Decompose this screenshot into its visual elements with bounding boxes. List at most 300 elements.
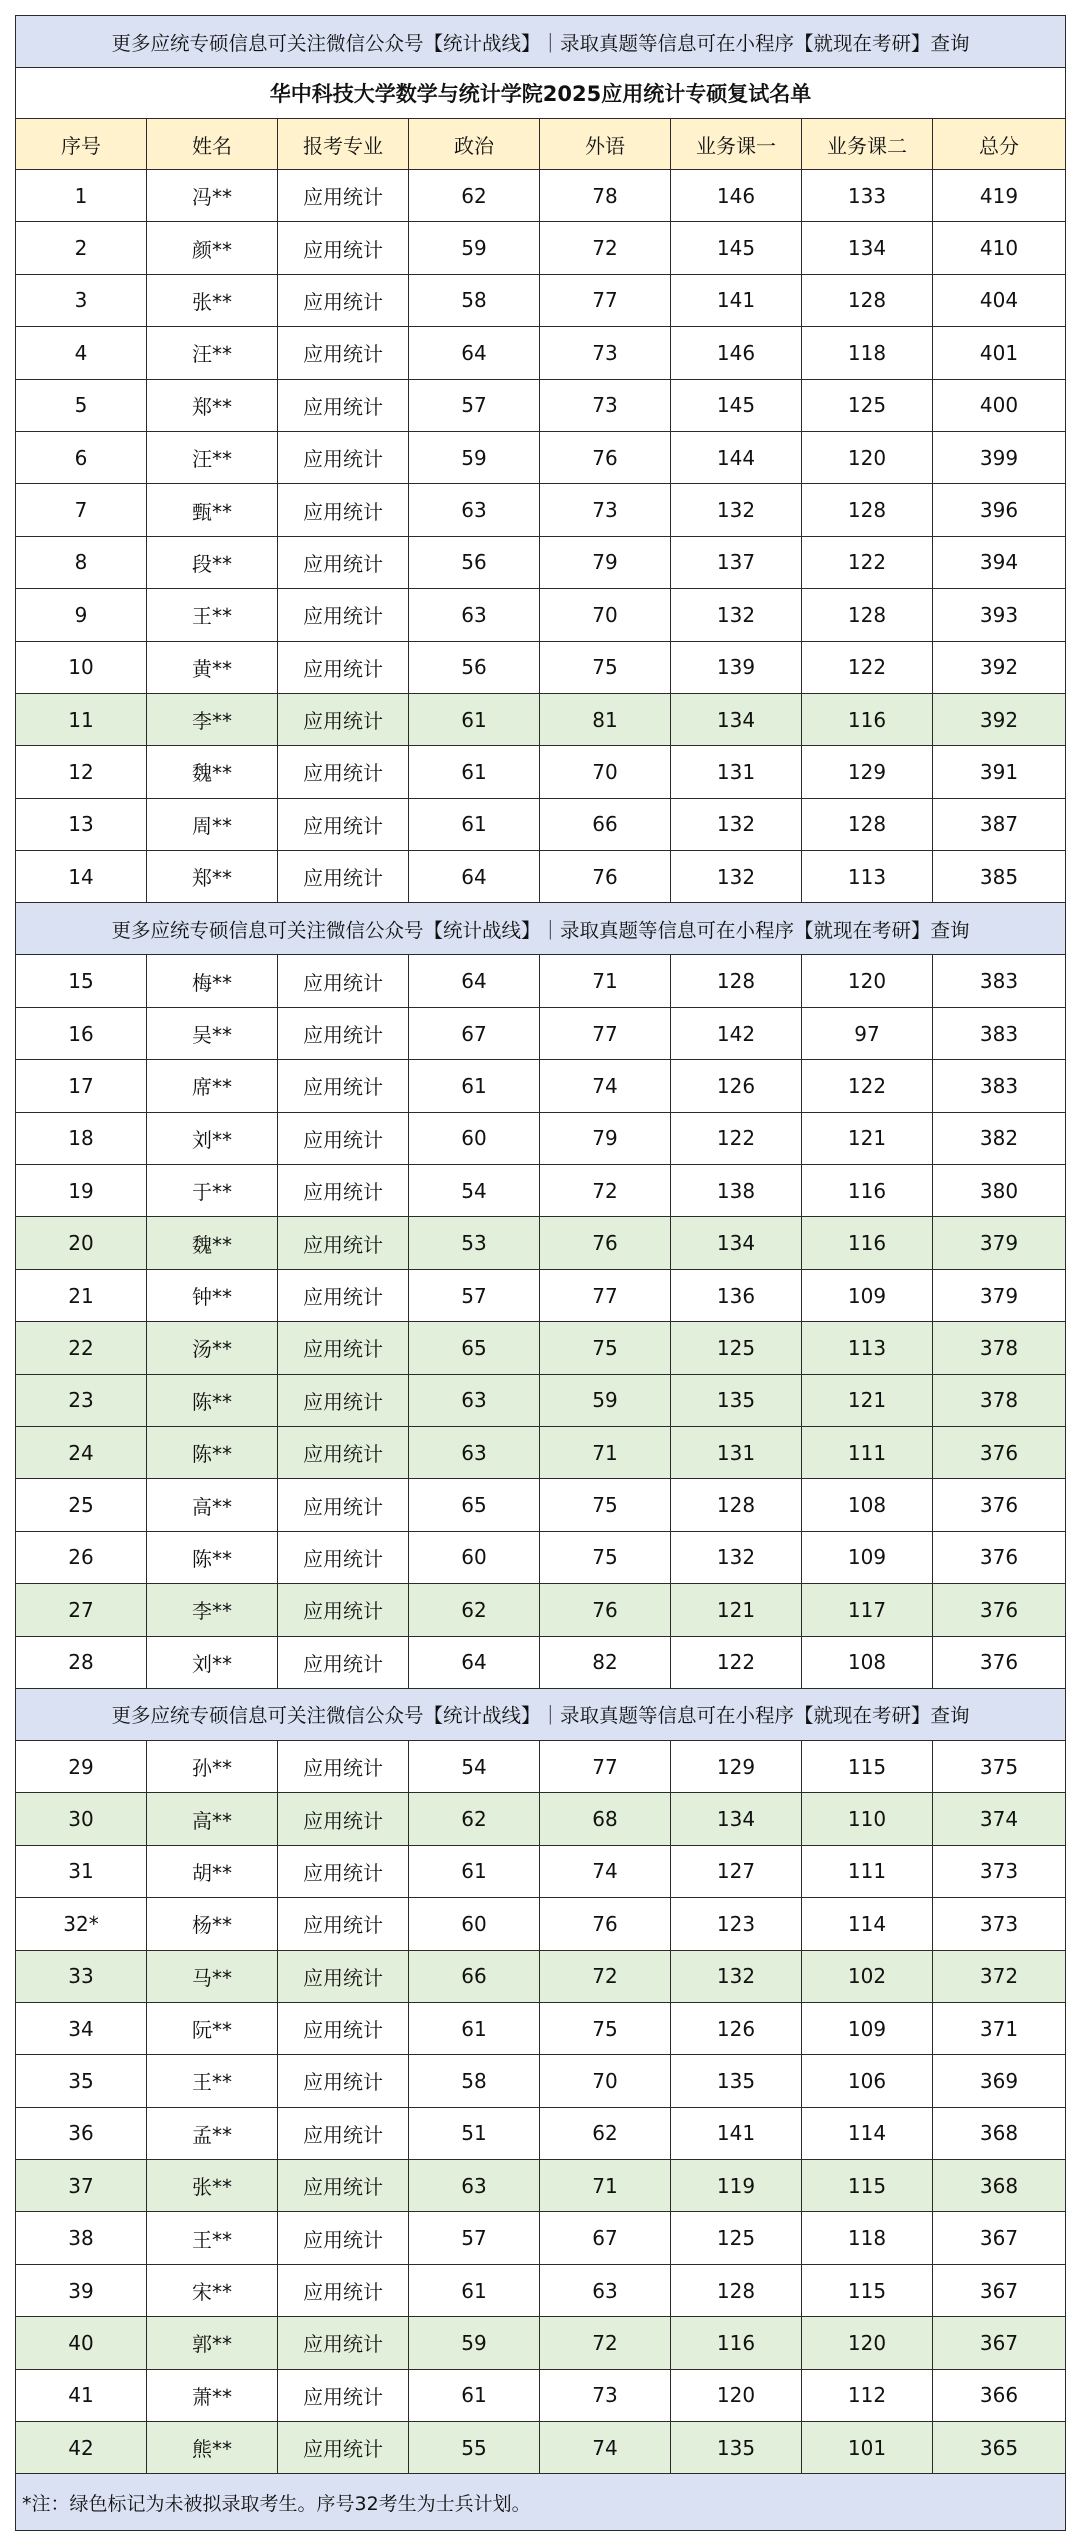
table-row [16, 693, 1066, 745]
table-row [16, 1426, 1066, 1478]
cell-course-2: 115 [802, 2264, 933, 2316]
table-row [16, 2369, 1066, 2421]
table-row [16, 798, 1066, 850]
cell-foreign-language: 76 [540, 431, 671, 483]
cell-course-1: 134 [671, 693, 802, 745]
table-row [16, 1165, 1066, 1217]
cell-foreign-language: 73 [540, 327, 671, 379]
cell-politics: 54 [409, 1165, 540, 1217]
cell-major: 应用统计 [278, 2212, 409, 2264]
cell-name: 魏** [147, 746, 278, 798]
cell-foreign-language: 77 [540, 1740, 671, 1792]
cell-major: 应用统计 [278, 2055, 409, 2107]
cell-foreign-language: 75 [540, 1531, 671, 1583]
cell-politics: 53 [409, 1217, 540, 1269]
cell-total: 376 [933, 1584, 1066, 1636]
cell-total: 385 [933, 851, 1066, 903]
table-row [16, 746, 1066, 798]
cell-name: 杨** [147, 1898, 278, 1950]
cell-course-1: 132 [671, 798, 802, 850]
cell-politics: 57 [409, 379, 540, 431]
cell-no: 16 [16, 1007, 147, 1059]
table-row [16, 2317, 1066, 2369]
table-row [16, 589, 1066, 641]
cell-politics: 59 [409, 431, 540, 483]
cell-major: 应用统计 [278, 1322, 409, 1374]
cell-total: 382 [933, 1112, 1066, 1164]
table-row [16, 955, 1066, 1007]
cell-total: 378 [933, 1322, 1066, 1374]
cell-total: 368 [933, 2160, 1066, 2212]
title-row [16, 68, 1066, 119]
cell-politics: 61 [409, 2369, 540, 2421]
cell-major: 应用统计 [278, 431, 409, 483]
cell-name: 萧** [147, 2369, 278, 2421]
cell-no: 3 [16, 274, 147, 326]
cell-politics: 64 [409, 1636, 540, 1688]
header-row [16, 119, 1066, 170]
cell-total: 399 [933, 431, 1066, 483]
cell-course-1: 144 [671, 431, 802, 483]
header-name: 姓名 [147, 119, 278, 170]
cell-no: 18 [16, 1112, 147, 1164]
cell-no: 21 [16, 1269, 147, 1321]
cell-total: 366 [933, 2369, 1066, 2421]
cell-course-2: 118 [802, 327, 933, 379]
cell-foreign-language: 72 [540, 222, 671, 274]
cell-foreign-language: 79 [540, 1112, 671, 1164]
cell-course-1: 141 [671, 274, 802, 326]
cell-course-1: 126 [671, 2002, 802, 2054]
cell-course-2: 102 [802, 1950, 933, 2002]
cell-name: 宋** [147, 2264, 278, 2316]
cell-no: 19 [16, 1165, 147, 1217]
cell-politics: 61 [409, 2264, 540, 2316]
cell-course-1: 136 [671, 1269, 802, 1321]
cell-course-2: 109 [802, 1531, 933, 1583]
cell-politics: 62 [409, 1584, 540, 1636]
cell-no: 26 [16, 1531, 147, 1583]
cell-no: 30 [16, 1793, 147, 1845]
cell-major: 应用统计 [278, 222, 409, 274]
cell-course-1: 146 [671, 327, 802, 379]
cell-foreign-language: 70 [540, 2055, 671, 2107]
cell-total: 392 [933, 641, 1066, 693]
cell-politics: 59 [409, 222, 540, 274]
cell-major: 应用统计 [278, 1845, 409, 1897]
cell-total: 367 [933, 2212, 1066, 2264]
cell-no: 8 [16, 536, 147, 588]
cell-total: 375 [933, 1740, 1066, 1792]
cell-major: 应用统计 [278, 1531, 409, 1583]
cell-total: 401 [933, 327, 1066, 379]
cell-major: 应用统计 [278, 1374, 409, 1426]
cell-name: 魏** [147, 1217, 278, 1269]
cell-major: 应用统计 [278, 1269, 409, 1321]
cell-major: 应用统计 [278, 1584, 409, 1636]
cell-name: 梅** [147, 955, 278, 1007]
promo-banner: 更多应统专硕信息可关注微信公众号【统计战线】｜录取真题等信息可在小程序【就现在考研】查询 [16, 903, 1066, 955]
cell-course-2: 109 [802, 1269, 933, 1321]
cell-name: 于** [147, 1165, 278, 1217]
cell-course-2: 120 [802, 2317, 933, 2369]
cell-foreign-language: 74 [540, 2422, 671, 2474]
cell-name: 郭** [147, 2317, 278, 2369]
cell-name: 颜** [147, 222, 278, 274]
cell-course-2: 114 [802, 1898, 933, 1950]
cell-no: 27 [16, 1584, 147, 1636]
table-row [16, 1898, 1066, 1950]
cell-foreign-language: 74 [540, 1060, 671, 1112]
cell-total: 369 [933, 2055, 1066, 2107]
cell-name: 李** [147, 693, 278, 745]
cell-foreign-language: 76 [540, 1584, 671, 1636]
cell-course-1: 139 [671, 641, 802, 693]
cell-politics: 64 [409, 327, 540, 379]
cell-foreign-language: 77 [540, 1007, 671, 1059]
cell-foreign-language: 68 [540, 1793, 671, 1845]
cell-name: 汤** [147, 1322, 278, 1374]
cell-major: 应用统计 [278, 1112, 409, 1164]
cell-name: 吴** [147, 1007, 278, 1059]
cell-major: 应用统计 [278, 379, 409, 431]
cell-no: 24 [16, 1426, 147, 1478]
table-row [16, 379, 1066, 431]
cell-name: 汪** [147, 327, 278, 379]
cell-foreign-language: 75 [540, 2002, 671, 2054]
cell-foreign-language: 73 [540, 379, 671, 431]
cell-politics: 61 [409, 746, 540, 798]
cell-politics: 63 [409, 1374, 540, 1426]
cell-major: 应用统计 [278, 589, 409, 641]
cell-name: 席** [147, 1060, 278, 1112]
table-row [16, 1060, 1066, 1112]
cell-major: 应用统计 [278, 2264, 409, 2316]
cell-name: 郑** [147, 379, 278, 431]
cell-politics: 62 [409, 170, 540, 222]
cell-no: 40 [16, 2317, 147, 2369]
cell-total: 371 [933, 2002, 1066, 2054]
cell-course-1: 134 [671, 1793, 802, 1845]
cell-course-2: 120 [802, 955, 933, 1007]
table-row [16, 327, 1066, 379]
table-row [16, 1269, 1066, 1321]
table-row [16, 1584, 1066, 1636]
footnote: *注：绿色标记为未被拟录取考生。序号32考生为士兵计划。 [16, 2474, 1066, 2531]
cell-foreign-language: 71 [540, 2160, 671, 2212]
cell-foreign-language: 74 [540, 1845, 671, 1897]
cell-foreign-language: 78 [540, 170, 671, 222]
cell-major: 应用统计 [278, 2422, 409, 2474]
cell-name: 陈** [147, 1374, 278, 1426]
table-title: 华中科技大学数学与统计学院2025应用统计专硕复试名单 [16, 68, 1066, 119]
cell-major: 应用统计 [278, 1898, 409, 1950]
cell-course-2: 116 [802, 1217, 933, 1269]
promo-banner-row [16, 903, 1066, 955]
cell-no: 22 [16, 1322, 147, 1374]
cell-major: 应用统计 [278, 1950, 409, 2002]
cell-name: 胡** [147, 1845, 278, 1897]
cell-no: 23 [16, 1374, 147, 1426]
cell-no: 33 [16, 1950, 147, 2002]
cell-course-2: 122 [802, 641, 933, 693]
cell-total: 376 [933, 1531, 1066, 1583]
cell-course-1: 120 [671, 2369, 802, 2421]
cell-no: 10 [16, 641, 147, 693]
cell-major: 应用统计 [278, 1060, 409, 1112]
cell-no: 20 [16, 1217, 147, 1269]
cell-name: 刘** [147, 1636, 278, 1688]
cell-name: 黄** [147, 641, 278, 693]
cell-foreign-language: 73 [540, 484, 671, 536]
cell-politics: 61 [409, 2002, 540, 2054]
cell-foreign-language: 72 [540, 2317, 671, 2369]
cell-name: 高** [147, 1793, 278, 1845]
cell-no: 41 [16, 2369, 147, 2421]
cell-foreign-language: 71 [540, 1426, 671, 1478]
cell-course-1: 116 [671, 2317, 802, 2369]
table-row [16, 1374, 1066, 1426]
header-course-1: 业务课一 [671, 119, 802, 170]
cell-course-2: 108 [802, 1636, 933, 1688]
cell-total: 396 [933, 484, 1066, 536]
cell-total: 373 [933, 1845, 1066, 1897]
cell-course-1: 132 [671, 851, 802, 903]
cell-course-2: 114 [802, 2107, 933, 2159]
cell-course-2: 117 [802, 1584, 933, 1636]
cell-foreign-language: 70 [540, 589, 671, 641]
cell-course-1: 131 [671, 746, 802, 798]
cell-course-1: 128 [671, 955, 802, 1007]
cell-course-1: 129 [671, 1740, 802, 1792]
cell-total: 379 [933, 1217, 1066, 1269]
cell-course-1: 137 [671, 536, 802, 588]
cell-foreign-language: 62 [540, 2107, 671, 2159]
cell-major: 应用统计 [278, 327, 409, 379]
cell-total: 404 [933, 274, 1066, 326]
cell-major: 应用统计 [278, 2107, 409, 2159]
cell-course-1: 135 [671, 2055, 802, 2107]
cell-no: 14 [16, 851, 147, 903]
table-row [16, 1479, 1066, 1531]
table-row [16, 222, 1066, 274]
table-row [16, 2160, 1066, 2212]
cell-no: 28 [16, 1636, 147, 1688]
cell-course-1: 132 [671, 589, 802, 641]
cell-major: 应用统计 [278, 2002, 409, 2054]
promo-banner: 更多应统专硕信息可关注微信公众号【统计战线】｜录取真题等信息可在小程序【就现在考研】查询 [16, 1688, 1066, 1740]
table-row [16, 2055, 1066, 2107]
cell-total: 376 [933, 1426, 1066, 1478]
cell-no: 38 [16, 2212, 147, 2264]
cell-foreign-language: 72 [540, 1165, 671, 1217]
cell-course-1: 123 [671, 1898, 802, 1950]
cell-course-2: 128 [802, 798, 933, 850]
cell-name: 汪** [147, 431, 278, 483]
cell-major: 应用统计 [278, 1217, 409, 1269]
cell-foreign-language: 81 [540, 693, 671, 745]
cell-no: 6 [16, 431, 147, 483]
table-row [16, 431, 1066, 483]
table-row [16, 2264, 1066, 2316]
cell-politics: 59 [409, 2317, 540, 2369]
cell-total: 368 [933, 2107, 1066, 2159]
table-row [16, 1793, 1066, 1845]
table-row [16, 2002, 1066, 2054]
cell-course-1: 121 [671, 1584, 802, 1636]
cell-major: 应用统计 [278, 1479, 409, 1531]
table-row [16, 1007, 1066, 1059]
cell-no: 29 [16, 1740, 147, 1792]
cell-course-1: 122 [671, 1636, 802, 1688]
cell-no: 39 [16, 2264, 147, 2316]
cell-foreign-language: 76 [540, 1217, 671, 1269]
cell-course-2: 101 [802, 2422, 933, 2474]
cell-total: 376 [933, 1479, 1066, 1531]
promo-banner-row [16, 1688, 1066, 1740]
cell-course-2: 128 [802, 484, 933, 536]
cell-course-1: 134 [671, 1217, 802, 1269]
cell-total: 383 [933, 955, 1066, 1007]
cell-no: 37 [16, 2160, 147, 2212]
cell-course-2: 115 [802, 2160, 933, 2212]
cell-major: 应用统计 [278, 851, 409, 903]
cell-major: 应用统计 [278, 746, 409, 798]
cell-course-2: 108 [802, 1479, 933, 1531]
cell-course-1: 122 [671, 1112, 802, 1164]
table-row [16, 851, 1066, 903]
cell-politics: 61 [409, 693, 540, 745]
cell-politics: 57 [409, 2212, 540, 2264]
cell-course-2: 128 [802, 274, 933, 326]
cell-course-1: 138 [671, 1165, 802, 1217]
cell-major: 应用统计 [278, 693, 409, 745]
cell-course-2: 128 [802, 589, 933, 641]
cell-politics: 56 [409, 536, 540, 588]
cell-course-1: 135 [671, 1374, 802, 1426]
cell-total: 380 [933, 1165, 1066, 1217]
cell-major: 应用统计 [278, 1165, 409, 1217]
table-row [16, 484, 1066, 536]
cell-course-2: 111 [802, 1426, 933, 1478]
cell-total: 400 [933, 379, 1066, 431]
cell-no: 9 [16, 589, 147, 641]
cell-politics: 60 [409, 1531, 540, 1583]
cell-course-1: 145 [671, 379, 802, 431]
cell-course-1: 126 [671, 1060, 802, 1112]
cell-politics: 64 [409, 955, 540, 1007]
cell-foreign-language: 75 [540, 1479, 671, 1531]
cell-major: 应用统计 [278, 2317, 409, 2369]
cell-course-1: 131 [671, 1426, 802, 1478]
cell-name: 刘** [147, 1112, 278, 1164]
cell-total: 393 [933, 589, 1066, 641]
cell-foreign-language: 82 [540, 1636, 671, 1688]
cell-total: 419 [933, 170, 1066, 222]
header-foreign-language: 外语 [540, 119, 671, 170]
cell-no: 7 [16, 484, 147, 536]
cell-total: 365 [933, 2422, 1066, 2474]
cell-major: 应用统计 [278, 1636, 409, 1688]
cell-course-1: 141 [671, 2107, 802, 2159]
cell-course-2: 113 [802, 851, 933, 903]
cell-course-2: 118 [802, 2212, 933, 2264]
cell-foreign-language: 76 [540, 1898, 671, 1950]
cell-course-2: 120 [802, 431, 933, 483]
table-row [16, 2422, 1066, 2474]
cell-no: 2 [16, 222, 147, 274]
cell-name: 段** [147, 536, 278, 588]
promo-banner-row [16, 16, 1066, 68]
cell-no: 13 [16, 798, 147, 850]
cell-politics: 64 [409, 851, 540, 903]
cell-no: 11 [16, 693, 147, 745]
cell-name: 孙** [147, 1740, 278, 1792]
cell-name: 王** [147, 2055, 278, 2107]
cell-total: 383 [933, 1060, 1066, 1112]
table-body [16, 16, 1066, 2531]
cell-name: 郑** [147, 851, 278, 903]
cell-major: 应用统计 [278, 1007, 409, 1059]
cell-total: 367 [933, 2317, 1066, 2369]
cell-total: 374 [933, 1793, 1066, 1845]
cell-name: 阮** [147, 2002, 278, 2054]
table-row [16, 1950, 1066, 2002]
cell-foreign-language: 71 [540, 955, 671, 1007]
admission-table [15, 15, 1066, 2531]
cell-politics: 57 [409, 1269, 540, 1321]
table-row [16, 2212, 1066, 2264]
cell-politics: 61 [409, 1060, 540, 1112]
cell-foreign-language: 67 [540, 2212, 671, 2264]
cell-foreign-language: 75 [540, 1322, 671, 1374]
cell-total: 392 [933, 693, 1066, 745]
cell-major: 应用统计 [278, 798, 409, 850]
table-row [16, 1845, 1066, 1897]
cell-foreign-language: 63 [540, 2264, 671, 2316]
cell-no: 17 [16, 1060, 147, 1112]
cell-name: 马** [147, 1950, 278, 2002]
cell-major: 应用统计 [278, 484, 409, 536]
cell-total: 373 [933, 1898, 1066, 1950]
cell-no: 35 [16, 2055, 147, 2107]
cell-name: 熊** [147, 2422, 278, 2474]
cell-politics: 60 [409, 1112, 540, 1164]
cell-major: 应用统计 [278, 1740, 409, 1792]
cell-total: 391 [933, 746, 1066, 798]
table-row [16, 2107, 1066, 2159]
header-total: 总分 [933, 119, 1066, 170]
cell-total: 372 [933, 1950, 1066, 2002]
cell-course-2: 112 [802, 2369, 933, 2421]
cell-major: 应用统计 [278, 2160, 409, 2212]
cell-course-1: 145 [671, 222, 802, 274]
table-row [16, 1112, 1066, 1164]
cell-name: 张** [147, 274, 278, 326]
cell-total: 383 [933, 1007, 1066, 1059]
cell-foreign-language: 66 [540, 798, 671, 850]
cell-course-2: 134 [802, 222, 933, 274]
cell-major: 应用统计 [278, 1426, 409, 1478]
table-row [16, 170, 1066, 222]
header-no: 序号 [16, 119, 147, 170]
cell-name: 陈** [147, 1426, 278, 1478]
cell-no: 32* [16, 1898, 147, 1950]
header-course-2: 业务课二 [802, 119, 933, 170]
cell-course-2: 115 [802, 1740, 933, 1792]
cell-course-2: 121 [802, 1374, 933, 1426]
cell-total: 376 [933, 1636, 1066, 1688]
